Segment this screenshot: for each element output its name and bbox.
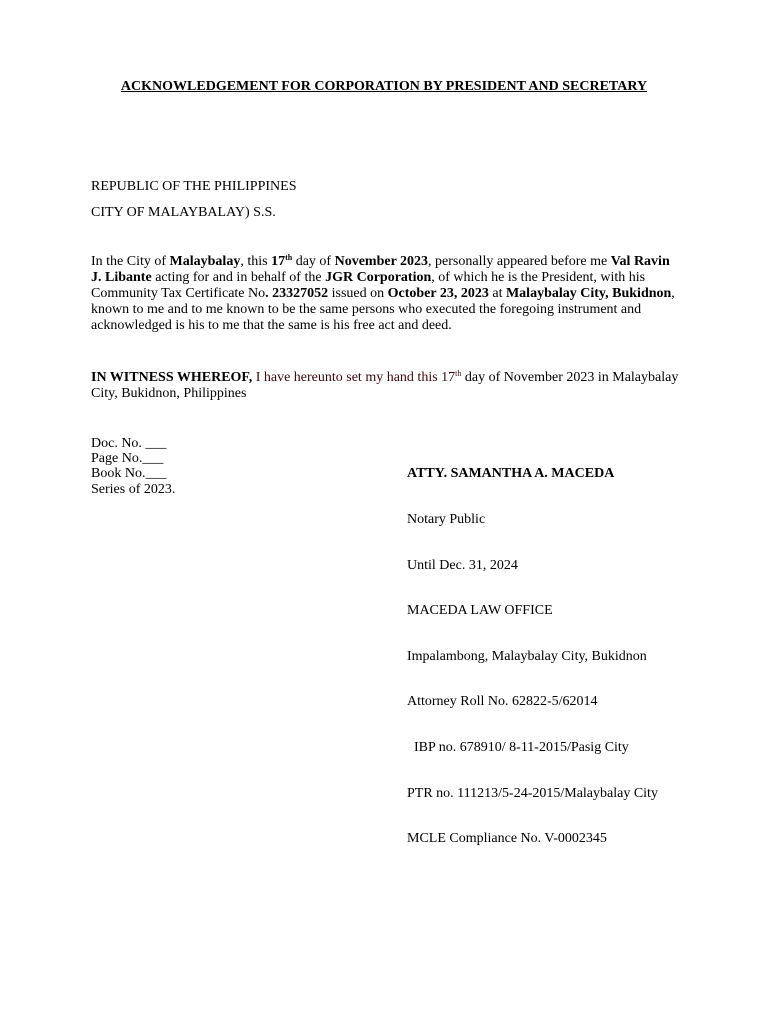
city-name: Malaybalay — [169, 254, 241, 269]
appearing-person: Val Ravin J. Libante — [91, 254, 670, 285]
docket-block — [91, 436, 175, 497]
day-suffix: th — [285, 253, 293, 262]
document-title: ACKNOWLEDGEMENT FOR CORPORATION BY PRESIDENT AND SECRETARY — [120, 79, 648, 94]
witness-text: I have hereunto set my hand this 17 — [252, 370, 456, 385]
series: Series of 2023. — [91, 481, 176, 497]
mcle-number: MCLE Compliance No. V-0002345 — [407, 831, 607, 847]
witness-lead: IN WITNESS WHEREOF, — [91, 370, 253, 385]
office-address: Impalambong, Malaybalay City, Bukidnon — [407, 648, 647, 664]
body-text: In the City of — [91, 254, 170, 269]
corporation-name: JGR Corporation — [325, 270, 432, 285]
ibp-number: IBP no. 678910/ 8-11-2015/Pasig City — [407, 740, 629, 756]
commission-until: Until Dec. 31, 2024 — [407, 557, 518, 573]
notary-block — [407, 436, 658, 877]
issue-date: October 23, 2023 — [387, 286, 489, 301]
ctc-number: . 23327052 — [265, 286, 329, 301]
body-text: , personally appeared before me — [428, 254, 611, 269]
body-text: , of which he is the President, with his Community Tax Certificate No — [91, 270, 646, 301]
body-text: acting for and in behalf of the — [151, 270, 326, 285]
venue-city: CITY OF MALAYBALAY) S.S. — [91, 205, 276, 220]
venue-country: REPUBLIC OF THE PHILIPPINES — [91, 179, 297, 194]
attorney-roll: Attorney Roll No. 62822-5/62014 — [407, 694, 598, 710]
body-text: issued on — [328, 286, 388, 301]
day-number: 17 — [271, 254, 286, 269]
notary-name: ATTY. SAMANTHA A. MACEDA — [407, 466, 615, 482]
body-text: day of — [292, 254, 335, 269]
body-text: , known to me and to me known to be the same persons who executed the foregoing instrument and acknowledged is his to me that the same is his free act and deed. — [91, 286, 675, 333]
book-number: Book No.___ — [91, 466, 167, 482]
notary-title: Notary Public — [407, 512, 486, 528]
witness-paragraph — [91, 370, 681, 402]
issue-place: Malaybalay City, Bukidnon — [505, 286, 672, 301]
witness-day-suffix: th — [455, 369, 462, 378]
acknowledgement-paragraph — [91, 254, 681, 334]
month-year: November 2023 — [334, 254, 429, 269]
witness-text: day of November 2023 in Malaybalay City, Bukidnon, Philippines — [91, 370, 679, 401]
ptr-number: PTR no. 111213/5-24-2015/Malaybalay City — [407, 785, 658, 801]
law-office: MACEDA LAW OFFICE — [407, 603, 553, 619]
body-text: , this — [240, 254, 272, 269]
page-number: Page No.___ — [91, 451, 164, 467]
doc-number: Doc. No. ___ — [91, 436, 167, 451]
body-text: at — [488, 286, 506, 301]
